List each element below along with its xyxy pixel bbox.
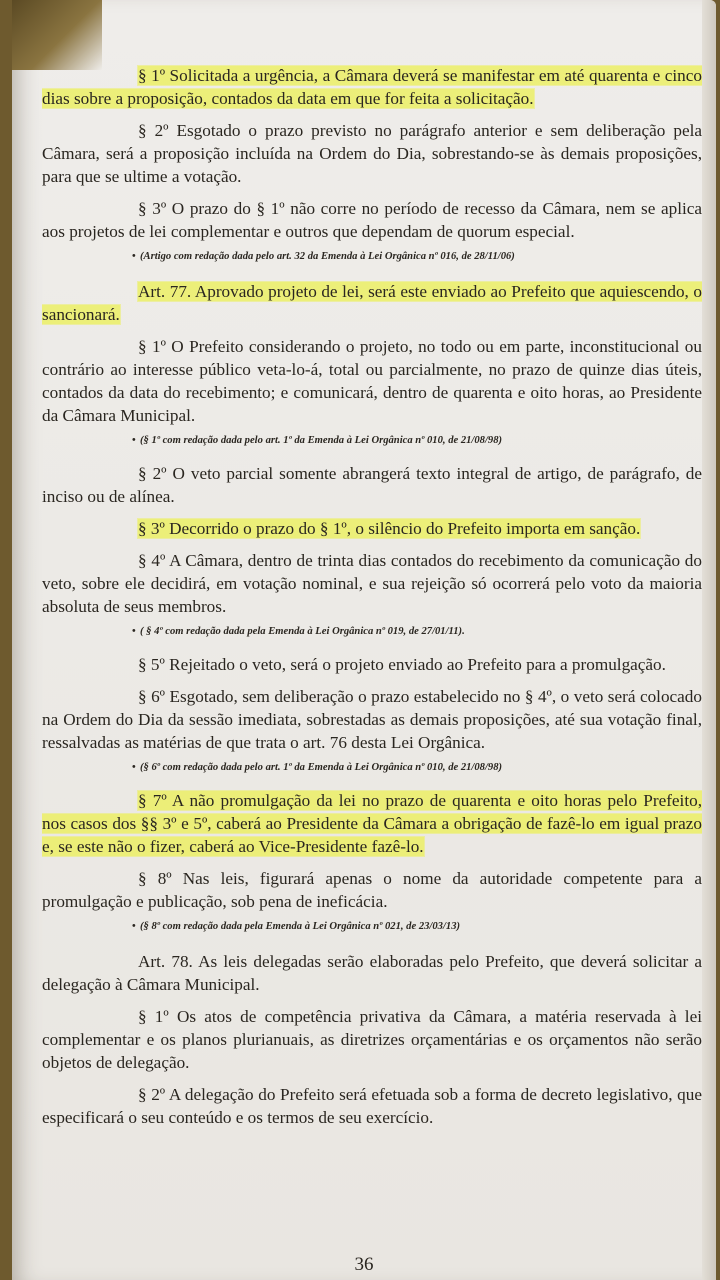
- paragraph-lead: § 6º: [138, 687, 165, 706]
- paragraph-art77-p2: [42, 462, 702, 508]
- paragraph-lead: § 5º: [138, 655, 165, 674]
- paragraph-art78-p2: [42, 1083, 702, 1129]
- amendment-note: • (§ 6º com redação dada pelo art. 1º da Emenda à Lei Orgânica nº 010, de 21/08/98): [42, 761, 702, 775]
- paragraph-art76-p2: [42, 119, 702, 188]
- amendment-note: • (§ 8º com redação dada pela Emenda à Lei Orgânica nº 021, de 23/03/13): [42, 920, 702, 934]
- article-77: [42, 280, 702, 326]
- paragraph-lead: § 1º: [138, 337, 166, 356]
- paragraph-text: A Câmara, dentro de trinta dias contados do recebimento da comunicação do veto, sobre ele decidirá, em votação nominal, e sua rejeição só ocorrerá pelo voto da maioria absoluta de seus membros.: [42, 551, 702, 616]
- paragraph-text: Decorrido o prazo do § 1º, o silêncio do Prefeito importa em sanção.: [169, 519, 641, 538]
- paragraph-art77-p8: [42, 867, 702, 913]
- paragraph-text: O Prefeito considerando o projeto, no todo ou em parte, inconstitucional ou contrário ao interesse público veta-lo-á, total ou parcialmente, no prazo de quinze dias úteis, contados da data do recebimento; e comunicará, dentro de quarenta e oito horas, ao Presidente da Câmara Municipal.: [42, 337, 702, 425]
- paragraph-lead: § 3º: [138, 199, 167, 218]
- document-body: [42, 64, 702, 1138]
- document-page: [12, 0, 716, 1280]
- article-number: Art. 77.: [138, 282, 192, 301]
- paragraph-lead: § 1º: [138, 66, 166, 85]
- paragraph-art77-p7: [42, 789, 702, 858]
- amendment-note: • (§ 1º com redação dada pelo art. 1º da Emenda à Lei Orgânica nº 010, de 21/08/98): [42, 434, 702, 448]
- paragraph-lead: § 7º: [138, 791, 167, 810]
- paragraph-text: A delegação do Prefeito será efetuada sob a forma de decreto legislativo, que especificará o seu conteúdo e os termos de seu exercício.: [42, 1085, 702, 1127]
- paragraph-text: Aprovado projeto de lei, será este enviado ao Prefeito que aquiescendo, o sancionará.: [42, 282, 702, 324]
- paragraph-text: Os atos de competência privativa da Câmara, a matéria reservada à lei complementar e os planos plurianuais, as diretrizes orçamentárias e os orçamentos não serão objetos de delegação.: [42, 1007, 702, 1072]
- paragraph-text: Nas leis, figurará apenas o nome da autoridade competente para a promulgação e publicação, sob pena de ineficácia.: [42, 869, 702, 911]
- paragraph-text: A não promulgação da lei no prazo de quarenta e oito horas pelo Prefeito, nos casos dos §§ 3º e 5º, caberá ao Presidente da Câmara a obrigação de fazê-lo em igual prazo e, se este não o fizer, caberá ao Vice-Presidente fazê-lo.: [42, 791, 702, 856]
- amendment-note: • (Artigo com redação dada pelo art. 32 da Emenda à Lei Orgânica nº 016, de 28/11/06): [42, 250, 702, 264]
- paragraph-lead: § 4º: [138, 551, 166, 570]
- paragraph-text: As leis delegadas serão elaboradas pelo Prefeito, que deverá solicitar a delegação à Câmara Municipal.: [42, 952, 702, 994]
- article-number: Art. 78.: [138, 952, 193, 971]
- paragraph-art77-p1: [42, 335, 702, 427]
- paragraph-text: Solicitada a urgência, a Câmara deverá se manifestar em até quarenta e cinco dias sobre a proposição, contados da data em que for feita a solicitação.: [42, 66, 702, 108]
- paragraph-lead: § 3º: [138, 519, 165, 538]
- amendment-note: • ( § 4º com redação dada pela Emenda à Lei Orgânica nº 019, de 27/01/11).: [42, 625, 702, 639]
- page-edge: [702, 0, 716, 1280]
- paragraph-art77-p4: [42, 549, 702, 618]
- paragraph-art77-p6: [42, 685, 702, 754]
- paragraph-lead: § 2º: [138, 464, 167, 483]
- paragraph-text: O veto parcial somente abrangerá texto integral de artigo, de parágrafo, de inciso ou de alínea.: [42, 464, 703, 506]
- paragraph-lead: § 1º: [138, 1007, 169, 1026]
- paragraph-art77-p3: [42, 517, 702, 540]
- article-78: [42, 950, 702, 996]
- paragraph-text: Esgotado, sem deliberação o prazo estabelecido no § 4º, o veto será colocado na Ordem do Dia da sessão imediata, sobrestadas as demais proposições, até sua votação final, ressalvadas as matérias de que trata o art. 76 desta Lei Orgânica.: [42, 687, 702, 752]
- paragraph-art78-p1: [42, 1005, 702, 1074]
- page-number: 36: [354, 1254, 374, 1275]
- paragraph-text: Esgotado o prazo previsto no parágrafo anterior e sem deliberação pela Câmara, será a proposição incluída na Ordem do Dia, sobrestando-se às demais proposições, para que se ultime a votação.: [42, 121, 702, 186]
- paragraph-art76-p1: [42, 64, 702, 110]
- paragraph-lead: § 2º: [138, 1085, 166, 1104]
- paragraph-art76-p3: [42, 197, 702, 243]
- paragraph-lead: § 2º: [138, 121, 169, 140]
- paragraph-art77-p5: [42, 653, 702, 676]
- page-corner-shadow: [12, 0, 102, 70]
- paragraph-lead: § 8º: [138, 869, 172, 888]
- paragraph-text: O prazo do § 1º não corre no período de recesso da Câmara, nem se aplica aos projetos de lei complementar e outros que dependam de quorum especial.: [42, 199, 703, 241]
- paragraph-text: Rejeitado o veto, será o projeto enviado ao Prefeito para a promulgação.: [169, 655, 666, 674]
